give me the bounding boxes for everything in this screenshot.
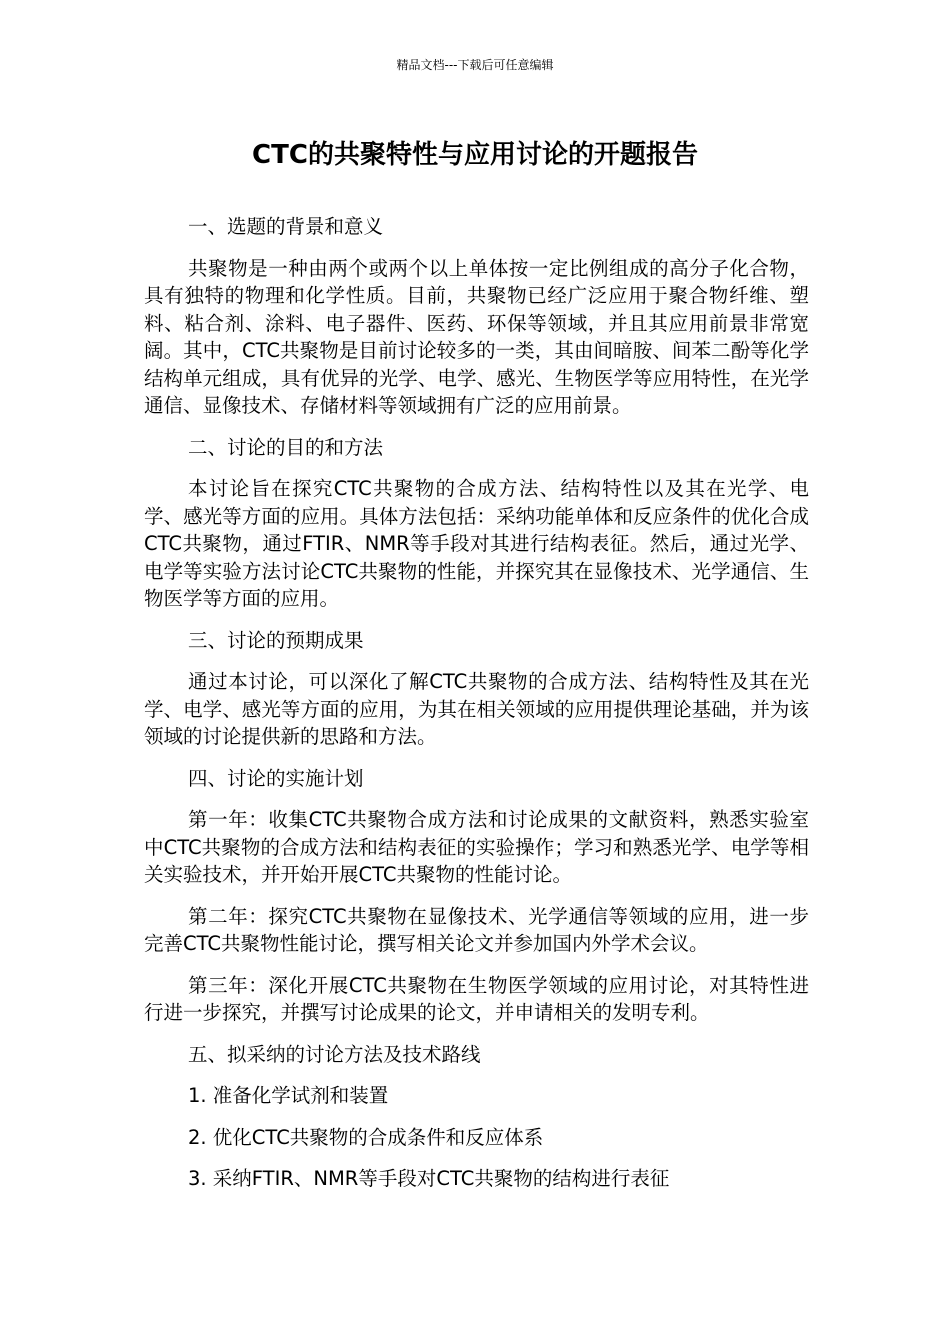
paragraph-plan-year-2: 第二年：探究CTC共聚物在显像技术、光学通信等领域的应用，进一步完善CTC共聚物性能讨论，撰写相关论文并参加国内外学术会议。 bbox=[144, 904, 809, 955]
section-heading-methods: 五、拟采纳的讨论方法及技术路线 bbox=[188, 1042, 481, 1066]
document-body bbox=[144, 213, 809, 1207]
section-heading-plan: 四、讨论的实施计划 bbox=[188, 766, 364, 790]
method-step-2: 2. 优化CTC共聚物的合成条件和反应体系 bbox=[188, 1125, 544, 1149]
paragraph-plan-year-3: 第三年：深化开展CTC共聚物在生物医学领域的应用讨论，对其特性进行进一步探究，并撰写讨论成果的论文，并申请相关的发明专利。 bbox=[144, 973, 809, 1024]
method-step-3: 3. 采纳FTIR、NMR等手段对CTC共聚物的结构进行表征 bbox=[188, 1167, 670, 1190]
method-step-1: 1. 准备化学试剂和装置 bbox=[188, 1084, 389, 1107]
paragraph-background: 共聚物是一种由两个或两个以上单体按一定比例组成的高分子化合物，具有独特的物理和化学性质。目前，共聚物已经广泛应用于聚合物纤维、塑料、粘合剂、涂料、电子器件、医药、环保等领域，并且其应用前景非常宽阔。其中，CTC共聚物是目前讨论较多的一类，其由间暗胺、间苯二酚等化学结构单元组成，具有优异的光学、电学、感光、生物医学等应用特性，在光学通信、显像技术、存储材料等领域拥有广泛的应用前景。 bbox=[144, 256, 809, 417]
page-header: 精品文档---下载后可任意编辑 bbox=[396, 58, 554, 72]
paragraph-plan-year-1: 第一年：收集CTC共聚物合成方法和讨论成果的文献资料，熟悉实验室中CTC共聚物的合成方法和结构表征的实验操作；学习和熟悉光学、电学等相关实验技术，并开始开展CTC共聚物的性能讨论。 bbox=[144, 808, 809, 886]
section-heading-purpose: 二、讨论的目的和方法 bbox=[188, 435, 384, 459]
section-heading-background: 一、选题的背景和意义 bbox=[188, 215, 384, 238]
paragraph-purpose: 本讨论旨在探究CTC共聚物的合成方法、结构特性以及其在光学、电学、感光等方面的应用。具体方法包括：采纳功能单体和反应条件的优化合成CTC共聚物，通过FTIR、NMR等手段对其进行结构表征。然后，通过光学、电学等实验方法讨论CTC共聚物的性能，并探究其在显像技术、光学通信、生物医学等方面的应用。 bbox=[144, 477, 809, 610]
document-title: CTC的共聚特性与应用讨论的开题报告 bbox=[252, 140, 698, 170]
section-heading-outcomes: 三、讨论的预期成果 bbox=[188, 628, 364, 652]
paragraph-outcomes: 通过本讨论，可以深化了解CTC共聚物的合成方法、结构特性及其在光学、电学、感光等方面的应用，为其在相关领域的应用提供理论基础，并为该领域的讨论提供新的思路和方法。 bbox=[144, 670, 809, 748]
